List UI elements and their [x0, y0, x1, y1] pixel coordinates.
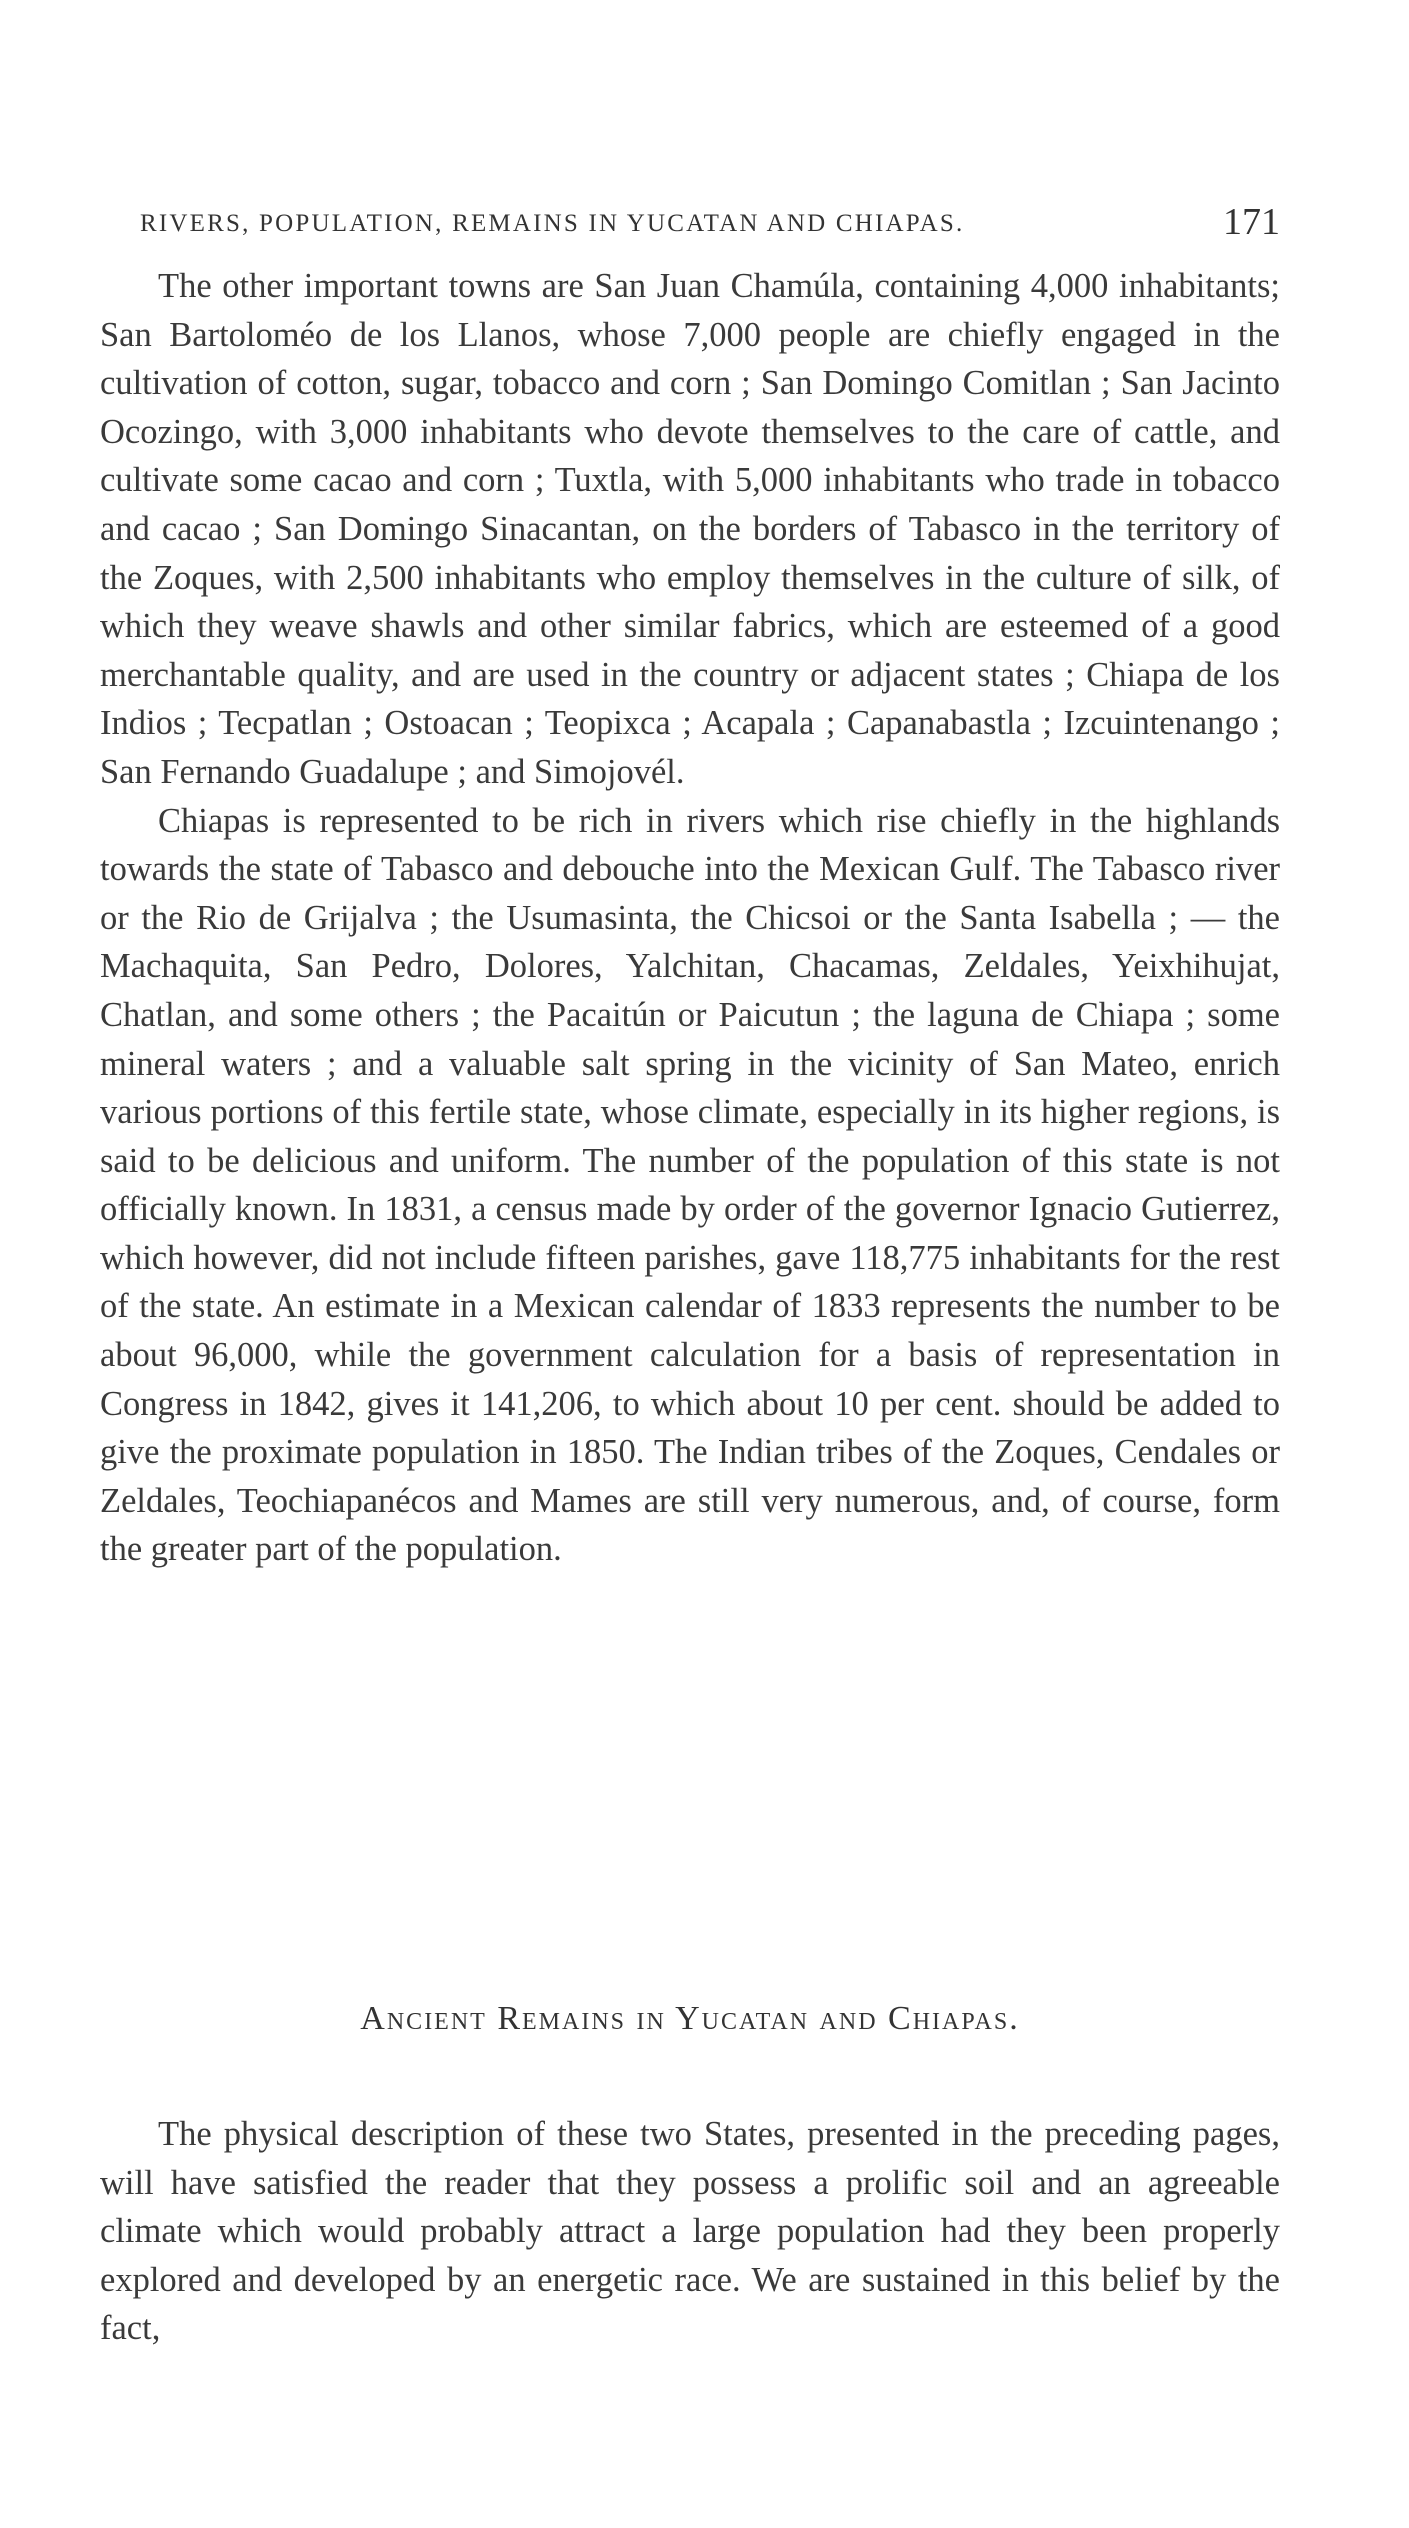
running-title: RIVERS, POPULATION, REMAINS IN YUCATAN AND CHIAPAS. — [140, 210, 965, 237]
body-text — [100, 262, 1280, 1574]
page-number: 171 — [1223, 201, 1280, 243]
paragraph-rivers-population: Chiapas is represented to be rich in rivers which rise chiefly in the highlands towards the state of Tabasco and debouche into the Mexican Gulf. The Tabasco river or the Rio de Grijalva ; the Usumasinta, the Chicsoi or the Santa Isabella ; — the Machaquita, San Pedro, Dolores, Yalchitan, Chacamas, Zeldales, Yeixhihujat, Chatlan, and some others ; the Pacaitún or Paicutun ; the laguna de Chiapa ; some mineral waters ; and a valuable salt spring in the vicinity of San Mateo, enrich various portions of this fertile state, whose climate, especially in its higher regions, is said to be delicious and uniform. The number of the population of this state is not officially known. In 1831, a census made by order of the governor Ignacio Gutierrez, which however, did not include fifteen parishes, gave 118,775 inhabitants for the rest of the state. An estimate in a Mexican calendar of 1833 represents the number to be about 96,000, while the government calculation for a basis of representation in Congress in 1842, gives it 141,206, to which about 10 per cent. should be added to give the proximate population in 1850. The Indian tribes of the Zoques, Cendales or Zeldales, Teochiapanécos and Mames are still very numerous, and, of course, form the greater part of the population. — [100, 801, 1280, 1569]
paragraph-ancient-remains: The physical description of these two States, presented in the preceding pages, will have satisfied the reader that they possess a prolific soil and an agreeable climate which would probably attract a large population had they been properly explored and developed by an energetic race. We are sustained in this belief by the fact, — [100, 2115, 1280, 2348]
section-body — [100, 2110, 1280, 2353]
paragraph-towns: The other important towns are San Juan Chamúla, containing 4,000 inhabitants; San Bartoloméo de los Llanos, whose 7,000 people are chiefly engaged in the cultivation of cotton, sugar, tobacco and corn ; San Domingo Comitlan ; San Jacinto Ocozingo, with 3,000 inhabitants who devote themselves to the care of cattle, and cultivate some cacao and corn ; Tuxtla, with 5,000 inhabitants who trade in tobacco and cacao ; San Domingo Sinacantan, on the borders of Tabasco in the territory of the Zoques, with 2,500 inhabitants who employ themselves in the culture of silk, of which they weave shawls and other similar fabrics, which are esteemed of a good merchantable quality, and are used in the country or adjacent states ; Chiapa de los Indios ; Tecpatlan ; Ostoacan ; Teopixca ; Acapala ; Capanabastla ; Izcuintenango ; San Fernando Guadalupe ; and Simojovél. — [100, 267, 1280, 791]
section-heading: Ancient Remains in Yucatan and Chiapas. — [360, 2000, 1020, 2037]
running-head — [140, 200, 1280, 250]
